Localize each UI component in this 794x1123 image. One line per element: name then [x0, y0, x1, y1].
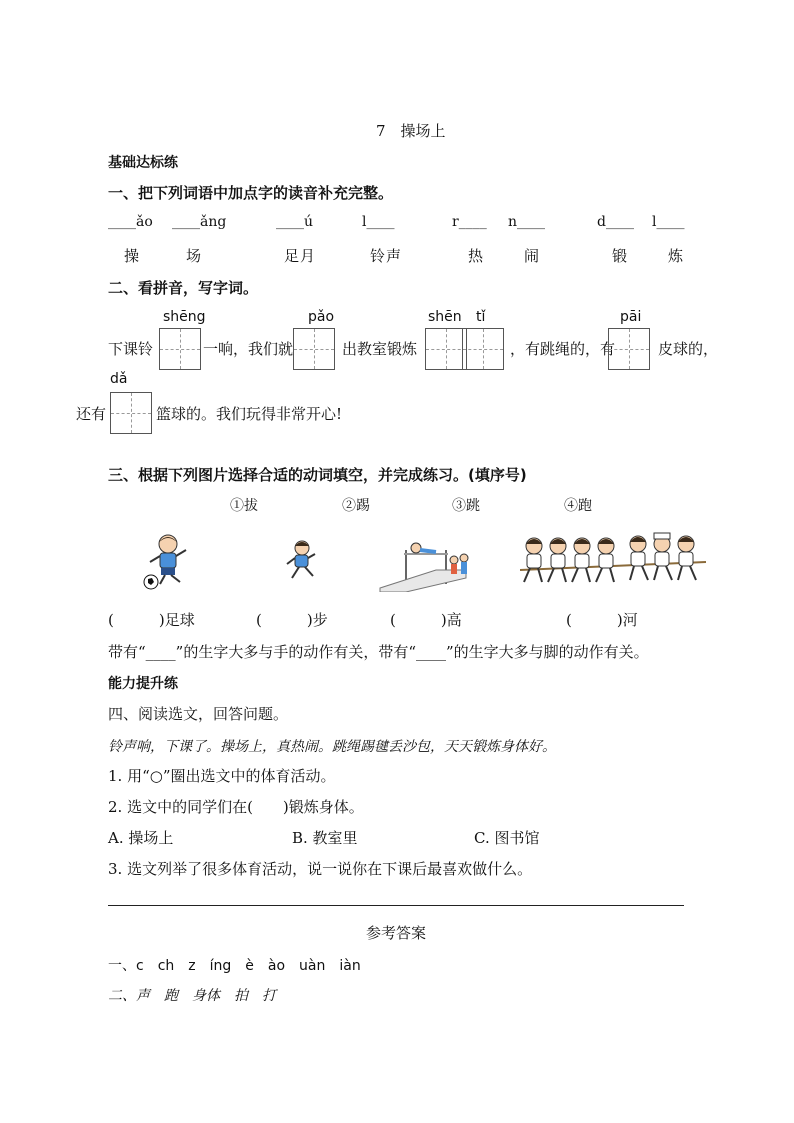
- q4-choice: C. 图书馆: [474, 829, 540, 847]
- q1-blank: l____: [362, 214, 395, 230]
- writing-grid[interactable]: [462, 328, 504, 370]
- q1-blank: l____: [652, 214, 685, 230]
- q1-blank: ____ǎo: [108, 214, 153, 230]
- q1-blank: d____: [597, 214, 634, 230]
- writing-grid[interactable]: [110, 392, 152, 434]
- answer-line: 二、声 跑 身体 拍 打: [108, 988, 276, 1004]
- q2-text: 下课铃: [108, 340, 154, 358]
- q2-text: 出教室锻炼: [342, 340, 418, 358]
- q3-option: ②踢: [342, 498, 370, 514]
- writing-grid[interactable]: [425, 328, 467, 370]
- q1-word: 月: [300, 247, 316, 265]
- answer-line: 一、c ch z íng è ào uàn iàn: [108, 958, 361, 974]
- pinyin-ti: tǐ: [476, 309, 486, 325]
- q1-word: 铃: [370, 247, 386, 265]
- q1-blank: ____ú: [276, 214, 314, 230]
- q4-item: 2. 选文中的同学们在( )锻炼身体。: [108, 798, 364, 816]
- divider: [108, 905, 684, 906]
- high-jump-picture: [376, 540, 472, 592]
- tug-of-war-picture: [520, 530, 706, 592]
- pinyin-sheng: shēng: [163, 309, 206, 325]
- q3-option: ③跳: [452, 498, 480, 514]
- q2-text: 皮球的，: [658, 340, 719, 358]
- q4-passage: 铃声响，下课了。操场上，真热闹。跳绳踢毽丢沙包，天天锻炼身体好。: [108, 739, 556, 755]
- q1-word: 闹: [524, 247, 540, 265]
- q1-word: 操: [124, 247, 140, 265]
- kick-ball-picture: [138, 532, 200, 592]
- writing-grid[interactable]: [159, 328, 201, 370]
- q1-word: 场: [186, 247, 202, 265]
- writing-grid[interactable]: [293, 328, 335, 370]
- q2-text: 一响，我们就: [203, 340, 294, 358]
- q1-word: 炼: [668, 247, 684, 265]
- q3-option: ①拔: [230, 498, 258, 514]
- pinyin-pai: pāi: [620, 309, 642, 325]
- q4-item: 1. 用“○”圈出选文中的体育活动。: [108, 767, 336, 785]
- q1-blank: r____: [452, 214, 487, 230]
- q1-word: 足: [284, 247, 300, 265]
- q3-fill: ( )高: [390, 611, 462, 629]
- answers-title: 参考答案: [366, 924, 427, 942]
- q3-fill: ( )足球: [108, 611, 195, 629]
- section-ability: 能力提升练: [108, 676, 178, 692]
- q4-heading: 四、阅读选文，回答问题。: [108, 705, 289, 723]
- section-basic: 基础达标练: [108, 155, 178, 171]
- q3-sentence: 带有“____”的生字大多与手的动作有关，带有“____”的生字大多与脚的动作有关。: [108, 643, 649, 661]
- q1-word: 锻: [612, 247, 628, 265]
- q2-text: 篮球的。我们玩得非常开心!: [156, 405, 343, 423]
- pinyin-pao: pǎo: [308, 309, 335, 325]
- q1-word: 声: [386, 247, 402, 265]
- q1-heading: 一、把下列词语中加点字的读音补充完整。: [108, 184, 394, 202]
- q1-blank: n____: [508, 214, 546, 230]
- writing-grid[interactable]: [608, 328, 650, 370]
- q1-word: 热: [468, 247, 484, 265]
- q3-heading: 三、根据下列图片选择合适的动词填空，并完成练习。(填序号): [108, 466, 527, 484]
- q4-item: 3. 选文列举了很多体育活动，说一说你在下课后最喜欢做什么。: [108, 860, 533, 878]
- q4-choice: B. 教室里: [292, 829, 358, 847]
- q4-choice: A. 操场上: [108, 829, 174, 847]
- q2-heading: 二、看拼音，写字词。: [108, 279, 259, 297]
- page-title: 7 操场上: [376, 122, 446, 140]
- q3-option: ④跑: [564, 498, 592, 514]
- q3-fill: ( )河: [566, 611, 638, 629]
- q2-text: ，有跳绳的，有: [510, 340, 616, 358]
- pinyin-shen: shēn: [428, 309, 462, 325]
- running-picture: [282, 540, 324, 586]
- q1-blank: ____ǎng: [172, 214, 227, 230]
- q3-fill: ( )步: [256, 611, 328, 629]
- pinyin-da: dǎ: [110, 371, 128, 387]
- q2-text: 还有: [76, 405, 107, 423]
